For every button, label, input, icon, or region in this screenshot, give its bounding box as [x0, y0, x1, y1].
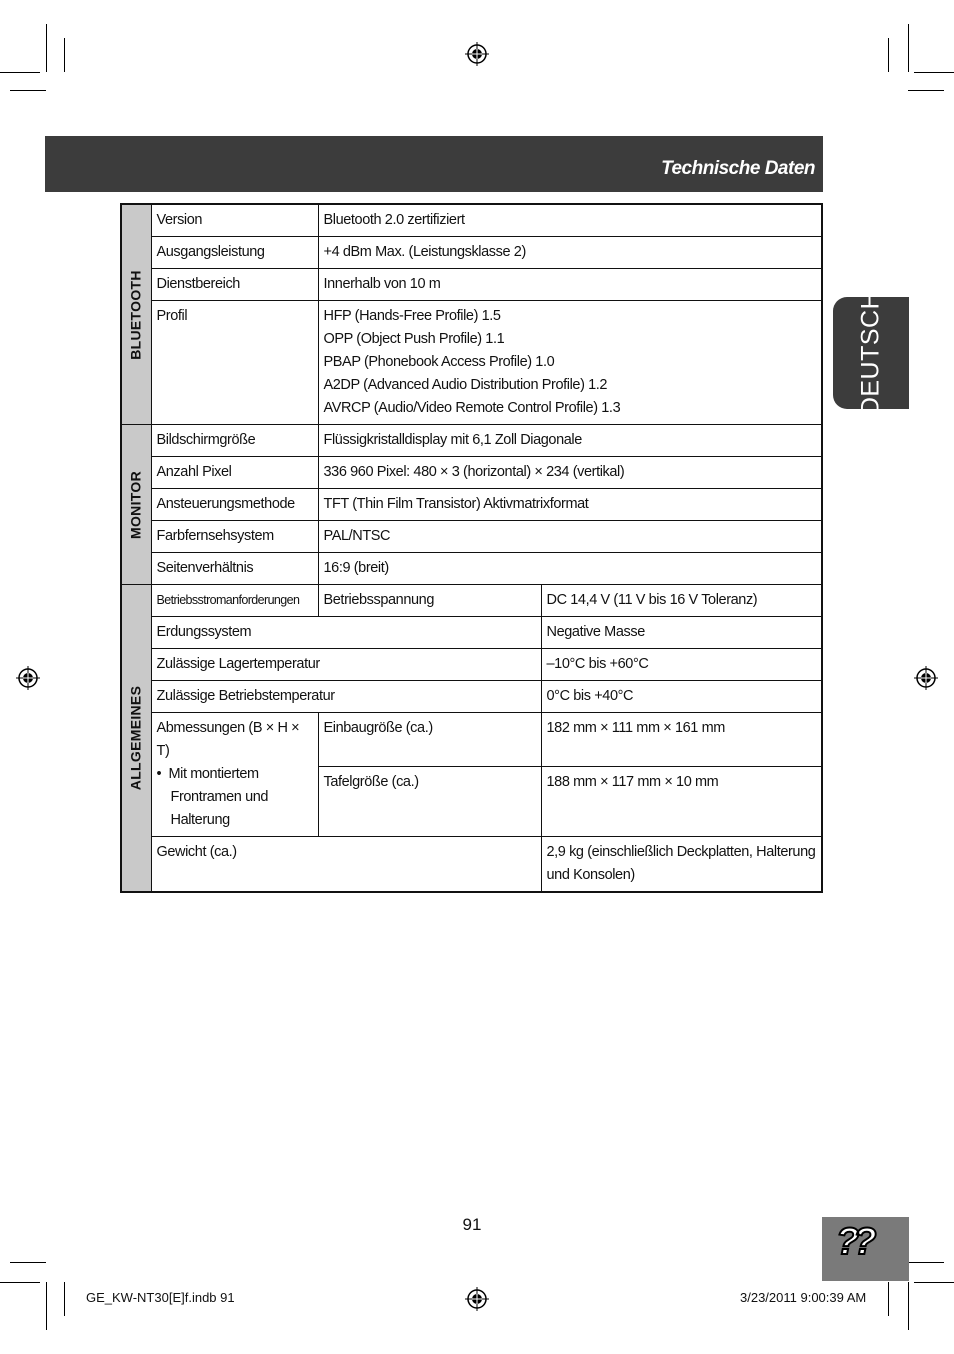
spec-label: Profil: [151, 301, 318, 425]
crop-mark: [0, 1282, 40, 1283]
table-row: [121, 457, 822, 489]
crop-mark: [64, 38, 65, 72]
spec-value: –10°C bis +60°C: [541, 649, 822, 681]
crop-mark: [908, 24, 909, 72]
spec-label: Gewicht (ca.): [151, 837, 541, 893]
registration-mark-icon: [465, 42, 489, 66]
table-row: [121, 489, 822, 521]
table-row: [121, 617, 822, 649]
crop-mark: [914, 1282, 954, 1283]
bullet: •: [156, 766, 162, 782]
crop-mark: [908, 1282, 909, 1330]
table-row: [121, 301, 822, 425]
spec-value: PAL/NTSC: [318, 521, 822, 553]
table-row: [121, 425, 822, 457]
spec-value: 16:9 (breit): [318, 553, 822, 585]
crop-mark: [888, 1282, 889, 1316]
spec-value: Bluetooth 2.0 zertifiziert: [318, 204, 822, 237]
dims-note-text: Mit montiertem Frontramen und Halterung: [168, 766, 269, 828]
language-tab-label: DEUTSCH: [856, 290, 885, 416]
help-question-icon: [822, 1217, 909, 1281]
spec-value: 336 960 Pixel: 480 × 3 (horizontal) × 234 (vertikal): [318, 457, 822, 489]
section-label: MONITOR: [127, 470, 144, 539]
registration-mark-icon: [914, 666, 938, 690]
spec-label: Betriebsstromanforderungen: [151, 585, 318, 617]
crop-mark: [10, 90, 46, 91]
profile-item: PBAP (Phonebook Access Profile) 1.0: [323, 354, 555, 370]
page-title: Technische Daten: [661, 158, 815, 179]
spec-label: Ausgangsleistung: [151, 237, 318, 269]
spec-sublabel: Tafelgröße (ca.): [318, 767, 541, 837]
section-general: [121, 585, 151, 893]
spec-label: Zulässige Lagertemperatur: [151, 649, 541, 681]
spec-label: [151, 713, 318, 837]
spec-label: Seitenverhältnis: [151, 553, 318, 585]
profile-item: AVRCP (Audio/Video Remote Control Profile) 1.3: [323, 400, 621, 416]
spec-value: 2,9 kg (einschließlich Deckplatten, Halterung und Konsolen): [541, 837, 822, 893]
table-row: [121, 521, 822, 553]
spec-label: Dienstbereich: [151, 269, 318, 301]
table-row: [121, 649, 822, 681]
page-number: 91: [462, 1215, 482, 1234]
spec-value: Flüssigkristalldisplay mit 6,1 Zoll Diagonale: [318, 425, 822, 457]
section-monitor: [121, 425, 151, 585]
registration-mark-icon: [16, 666, 40, 690]
crop-mark: [64, 1282, 65, 1316]
crop-mark: [46, 24, 47, 72]
spec-label: Anzahl Pixel: [151, 457, 318, 489]
table-row: [121, 204, 822, 237]
footer-timestamp: 3/23/2011 9:00:39 AM: [740, 1290, 867, 1305]
spec-label: Version: [151, 204, 318, 237]
spec-value: [318, 301, 822, 425]
profile-item: OPP (Object Push Profile) 1.1: [323, 331, 505, 347]
spec-label: Farbfernsehsystem: [151, 521, 318, 553]
spec-value: 188 mm × 117 mm × 10 mm: [541, 767, 822, 837]
table-row: [121, 553, 822, 585]
spec-value: Negative Masse: [541, 617, 822, 649]
profile-item: HFP (Hands-Free Profile) 1.5: [323, 308, 501, 324]
help-icon-glyph: ??: [836, 1221, 871, 1263]
spec-value: DC 14,4 V (11 V bis 16 V Toleranz): [541, 585, 822, 617]
table-row: [121, 269, 822, 301]
dims-label: Abmessungen (B × H × T): [156, 720, 300, 759]
spec-sublabel: Einbaugröße (ca.): [318, 713, 541, 767]
crop-mark: [46, 1282, 47, 1330]
spec-label: Zulässige Betriebstemperatur: [151, 681, 541, 713]
spec-sublabel: Betriebsspannung: [318, 585, 541, 617]
crop-mark: [908, 90, 944, 91]
section-label: ALLGEMEINES: [127, 685, 144, 791]
crop-mark: [908, 1262, 944, 1263]
section-label: BLUETOOTH: [127, 269, 144, 360]
crop-mark: [888, 38, 889, 72]
spec-value: TFT (Thin Film Transistor) Aktivmatrixformat: [318, 489, 822, 521]
table-row: [121, 713, 822, 767]
spec-label: Bildschirmgröße: [151, 425, 318, 457]
crop-mark: [10, 1262, 46, 1263]
section-bluetooth: [121, 204, 151, 425]
profile-item: A2DP (Advanced Audio Distribution Profile) 1.2: [323, 377, 608, 393]
dims-note: [157, 763, 313, 832]
table-row: [121, 585, 822, 617]
spec-value: +4 dBm Max. (Leistungsklasse 2): [318, 237, 822, 269]
spec-label: Erdungssystem: [151, 617, 541, 649]
table-row: [121, 837, 822, 893]
spec-label: Ansteuerungsmethode: [151, 489, 318, 521]
header-bar: [45, 136, 823, 192]
crop-mark: [0, 72, 40, 73]
spec-table: [120, 203, 823, 893]
footer-filename: GE_KW-NT30[E]f.indb 91: [86, 1290, 235, 1305]
table-row: [121, 681, 822, 713]
spec-value: Innerhalb von 10 m: [318, 269, 822, 301]
registration-mark-icon: [465, 1287, 489, 1311]
crop-mark: [914, 72, 954, 73]
table-row: [121, 237, 822, 269]
language-tab: [833, 290, 909, 416]
spec-value: 0°C bis +40°C: [541, 681, 822, 713]
spec-value: 182 mm × 111 mm × 161 mm: [541, 713, 822, 767]
